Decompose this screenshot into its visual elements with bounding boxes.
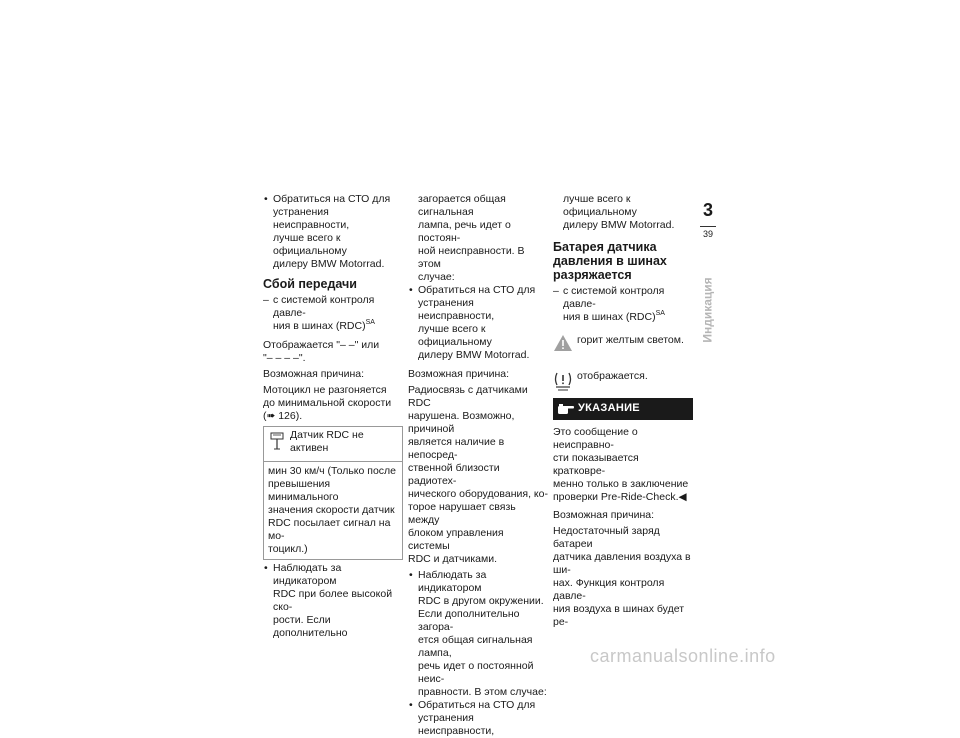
- watermark: carmanualsonline.info: [590, 646, 776, 666]
- cause-text: Радиосвязь с датчиками RDC нарушена. Возможно, причиной является наличие в непосред- ственной близости радиотех- нического оборудования, ко- торое нарушает связь между блоком управления системы RDC и датчиками.: [408, 384, 548, 565]
- bullet-observe-indicator: • Наблюдать за индикатором RDC при более высокой ско- рости. Если дополнительно: [263, 562, 403, 640]
- warning-light-row: горит желтым светом.: [553, 334, 693, 358]
- section-heading-transmission-failure: Сбой передачи: [263, 277, 357, 291]
- sensor-info-box: [263, 426, 403, 560]
- sensor-info-box-header: Датчик RDC не активен: [264, 427, 402, 462]
- notice-banner: УКАЗАНИЕ: [553, 398, 693, 420]
- column-2: [408, 193, 548, 738]
- cause-text: Мотоцикл не разгоняется до минимальной скорости (➠ 126).: [263, 384, 392, 422]
- display-text: Отображается "– –" или "– – – –".: [263, 339, 380, 364]
- chapter-number: 3: [702, 200, 713, 220]
- cause-text: Недостаточный заряд батареи датчика давления воздуха в ши- нах. Функция контроля давле- ния воздуха в шинах будет ре-: [553, 525, 691, 628]
- sa-marker: SA: [655, 309, 665, 317]
- continued-text: загорается общая сигнальная лампа, речь идет о постоян- ной неисправности. В этом случае:: [418, 193, 525, 283]
- chapter-title-vertical: Индикация: [700, 277, 715, 343]
- equipment-note: – с системой контроля давле- ния в шинах (RDC)$^{SA}$: [553, 285, 693, 324]
- continued-text: лучше всего к официальному дилеру BMW Motorrad.: [563, 193, 675, 231]
- column-1: [263, 193, 403, 640]
- bullet-visit-workshop: • Обратиться на СТО для устранения неисправности, лучше всего к официальному дилеру BMW Motorrad.: [263, 193, 403, 271]
- bullet-observe-indicator: • Наблюдать за индикатором RDC в другом окружении. Если дополнительно загора- ется общая сигнальная лампа, речь идет о постоянной неис- правности. В этом случае:: [408, 569, 548, 699]
- cause-label: Возможная причина:: [408, 368, 510, 380]
- warning-triangle-icon: [553, 334, 573, 352]
- tire-pressure-icon: [553, 370, 573, 392]
- cause-label: Возможная причина:: [263, 368, 365, 380]
- pointing-hand-icon: [557, 401, 575, 417]
- bullet-visit-workshop-2: • Обратиться на СТО для устранения неисправности,: [408, 699, 548, 738]
- equipment-note: – с системой контроля давле- ния в шинах (RDC)$^{SA}$: [263, 294, 403, 333]
- section-heading-battery-low: Батарея датчика давления в шинах разряжается: [553, 240, 667, 282]
- sa-marker: SA: [365, 318, 375, 326]
- tire-pressure-display-row: отображается.: [553, 370, 693, 394]
- page-number: 39: [700, 226, 716, 239]
- notice-body: Это сообщение о неисправно- сти показывается кратковре- менно только в заключение проверки Pre-Ride-Check.◀: [553, 426, 689, 503]
- sensor-info-box-body: мин 30 км/ч (Только после превышения минимального значения скорости датчик RDC посылает сигнал на мо- тоцикл.): [268, 465, 397, 555]
- cause-label: Возможная причина:: [553, 509, 655, 521]
- column-3: [553, 193, 693, 632]
- bullet-visit-workshop: • Обратиться на СТО для устранения неисправности, лучше всего к официальному дилеру BMW Motorrad.: [408, 284, 548, 362]
- tire-sensor-icon: [270, 431, 284, 451]
